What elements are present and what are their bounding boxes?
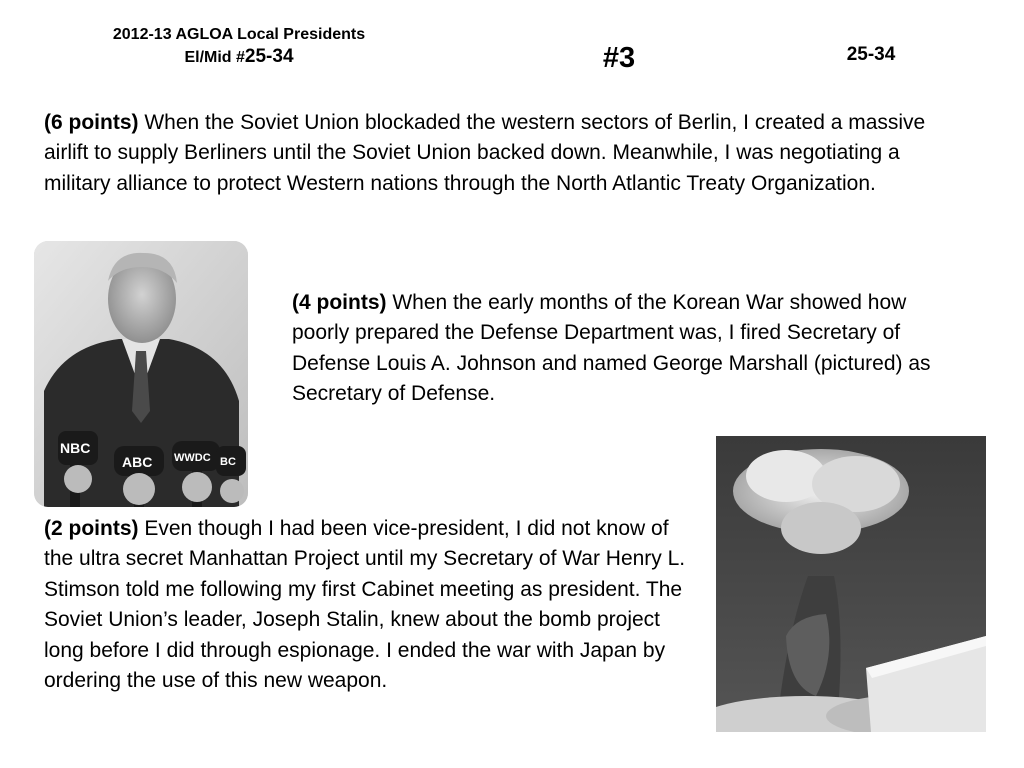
clue-points: (2 points) bbox=[44, 517, 139, 540]
clue-text: Even though I had been vice-president, I did not know of the ultra secret Manhattan Project until my Secretary of War Henry L. Stimson told me following my first Cabinet meeting as president. The Soviet Union’s leader, Joseph Stalin, knew about the bomb project long before I did through espionage. I ended the war with Japan by ordering the use of this new weapon. bbox=[44, 517, 686, 693]
header-prefix: El/Mid # bbox=[184, 49, 245, 66]
clue-2-points bbox=[44, 514, 699, 696]
mic-label-nbc: NBC bbox=[60, 440, 91, 456]
range-label: 25-34 bbox=[846, 44, 896, 65]
mic-label-bc: BC bbox=[220, 456, 236, 468]
mic-label-wwdc: WWDC bbox=[174, 452, 211, 464]
mushroom-cloud-photo bbox=[716, 436, 986, 732]
header-number: 25-34 bbox=[244, 46, 294, 67]
header-line1: 2012-13 AGLOA Local Presidents bbox=[112, 26, 366, 43]
question-number: #3 bbox=[602, 42, 636, 74]
header-title bbox=[60, 24, 418, 69]
clue-4-points bbox=[292, 288, 932, 410]
clue-points: (6 points) bbox=[44, 111, 139, 134]
clue-text: When the Soviet Union blockaded the western sectors of Berlin, I created a massive airlift to supply Berliners until the Soviet Union backed down. Meanwhile, I was negotiating a military alliance to protect Western nations through the North Atlantic Treaty Organization. bbox=[44, 111, 926, 195]
clue-points: (4 points) bbox=[292, 291, 387, 314]
header-line2 bbox=[60, 46, 418, 69]
george-marshall-photo bbox=[34, 241, 248, 507]
clue-6-points bbox=[44, 108, 944, 199]
mic-label-abc: ABC bbox=[122, 454, 153, 470]
clue-text: When the early months of the Korean War showed how poorly prepared the Defense Department was, I fired Secretary of Defense Louis A. Johnson and named George Marshall (pictured) as Secretary of Defense. bbox=[292, 291, 931, 406]
